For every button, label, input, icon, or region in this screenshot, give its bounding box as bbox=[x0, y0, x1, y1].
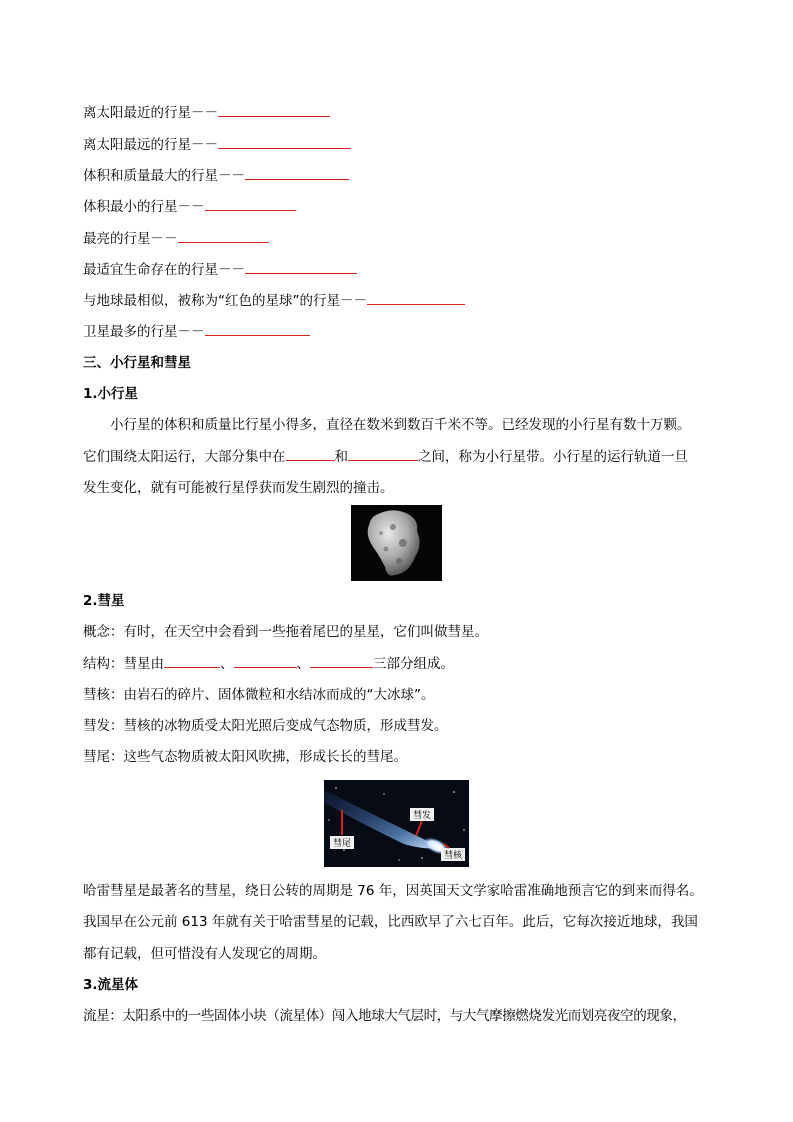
comet-coma-label: 彗发 bbox=[412, 811, 432, 821]
answer-blank[interactable] bbox=[245, 260, 357, 274]
answer-blank[interactable] bbox=[218, 103, 330, 117]
asteroid-image bbox=[351, 505, 442, 581]
comet-tail-desc: 彗尾：这些气态物质被太阳风吹拂，形成长长的彗尾。 bbox=[83, 749, 407, 765]
planet-question-7: 与地球最相似，被称为“红色的星球”的行星－－ bbox=[83, 291, 465, 311]
meteor-heading: 3.流星体 bbox=[83, 977, 139, 993]
comet-tail-label: 彗尾 bbox=[332, 839, 352, 849]
answer-blank[interactable] bbox=[245, 166, 349, 180]
meteor-paragraph-line: 流星：太阳系中的一些固体小块（流星体）闯入地球大气层时，与大气摩擦燃烧发光而划亮夜空的现象， bbox=[83, 1008, 686, 1024]
comet-nucleus-desc: 彗核：由岩石的碎片、固体微粒和水结冰而成的“大冰球”。 bbox=[83, 687, 435, 703]
answer-blank[interactable] bbox=[164, 654, 220, 668]
halley-paragraph-line: 我国早在公元前 613 年就有关于哈雷彗星的记载，比西欧早了六七百年。此后，它每次接近地球，我国 bbox=[83, 914, 698, 930]
answer-blank[interactable] bbox=[367, 291, 465, 305]
comet-concept: 概念：有时，在天空中会看到一些拖着尾巴的星星，它们叫做彗星。 bbox=[83, 624, 488, 640]
planet-question-8: 卫星最多的行星－－ bbox=[83, 322, 310, 342]
answer-blank[interactable] bbox=[348, 447, 418, 461]
answer-blank[interactable] bbox=[286, 447, 335, 461]
answer-blank[interactable] bbox=[178, 229, 269, 243]
asteroid-paragraph-line: 它们围绕太阳运行，大部分集中在 和 之间，称为小行星带。小行星的运行轨道一旦 bbox=[83, 449, 688, 465]
comet-coma-desc: 彗发：彗核的冰物质受太阳光照后变成气态物质，形成彗发。 bbox=[83, 718, 448, 734]
asteroid-paragraph-line: 发生变化，就有可能被行星俘获而发生剧烈的撞击。 bbox=[83, 480, 394, 496]
answer-blank[interactable] bbox=[310, 654, 373, 668]
planet-question-5: 最亮的行星－－ bbox=[83, 229, 269, 249]
halley-paragraph-line: 哈雷彗星是最著名的彗星，绕日公转的周期是 76 年，因英国天文学家哈雷准确地预言它的到来而得名。 bbox=[83, 883, 703, 899]
answer-blank[interactable] bbox=[205, 197, 296, 211]
planet-question-4: 体积最小的行星－－ bbox=[83, 197, 296, 217]
halley-paragraph-line: 都有记载，但可惜没有人发现它的周期。 bbox=[83, 946, 326, 962]
comet-heading: 2.彗星 bbox=[83, 593, 125, 609]
comet-nucleus-label: 彗核 bbox=[443, 851, 463, 861]
asteroid-paragraph-line: 小行星的体积和质量比行星小得多，直径在数米到数百千米不等。已经发现的小行星有数十万颗。 bbox=[110, 417, 691, 433]
section-heading: 三、小行星和彗星 bbox=[83, 355, 191, 371]
answer-blank[interactable] bbox=[218, 135, 351, 149]
planet-question-1: 离太阳最近的行星－－ bbox=[83, 103, 330, 123]
planet-question-3: 体积和质量最大的行星－－ bbox=[83, 166, 349, 186]
planet-question-2: 离太阳最远的行星－－ bbox=[83, 135, 351, 155]
comet-image bbox=[324, 780, 469, 867]
comet-structure: 结构：彗星由 、 、 三部分组成。 bbox=[83, 656, 454, 672]
asteroid-heading: 1.小行星 bbox=[83, 386, 139, 402]
answer-blank[interactable] bbox=[234, 654, 297, 668]
planet-question-6: 最适宜生命存在的行星－－ bbox=[83, 260, 357, 280]
answer-blank[interactable] bbox=[205, 322, 310, 336]
